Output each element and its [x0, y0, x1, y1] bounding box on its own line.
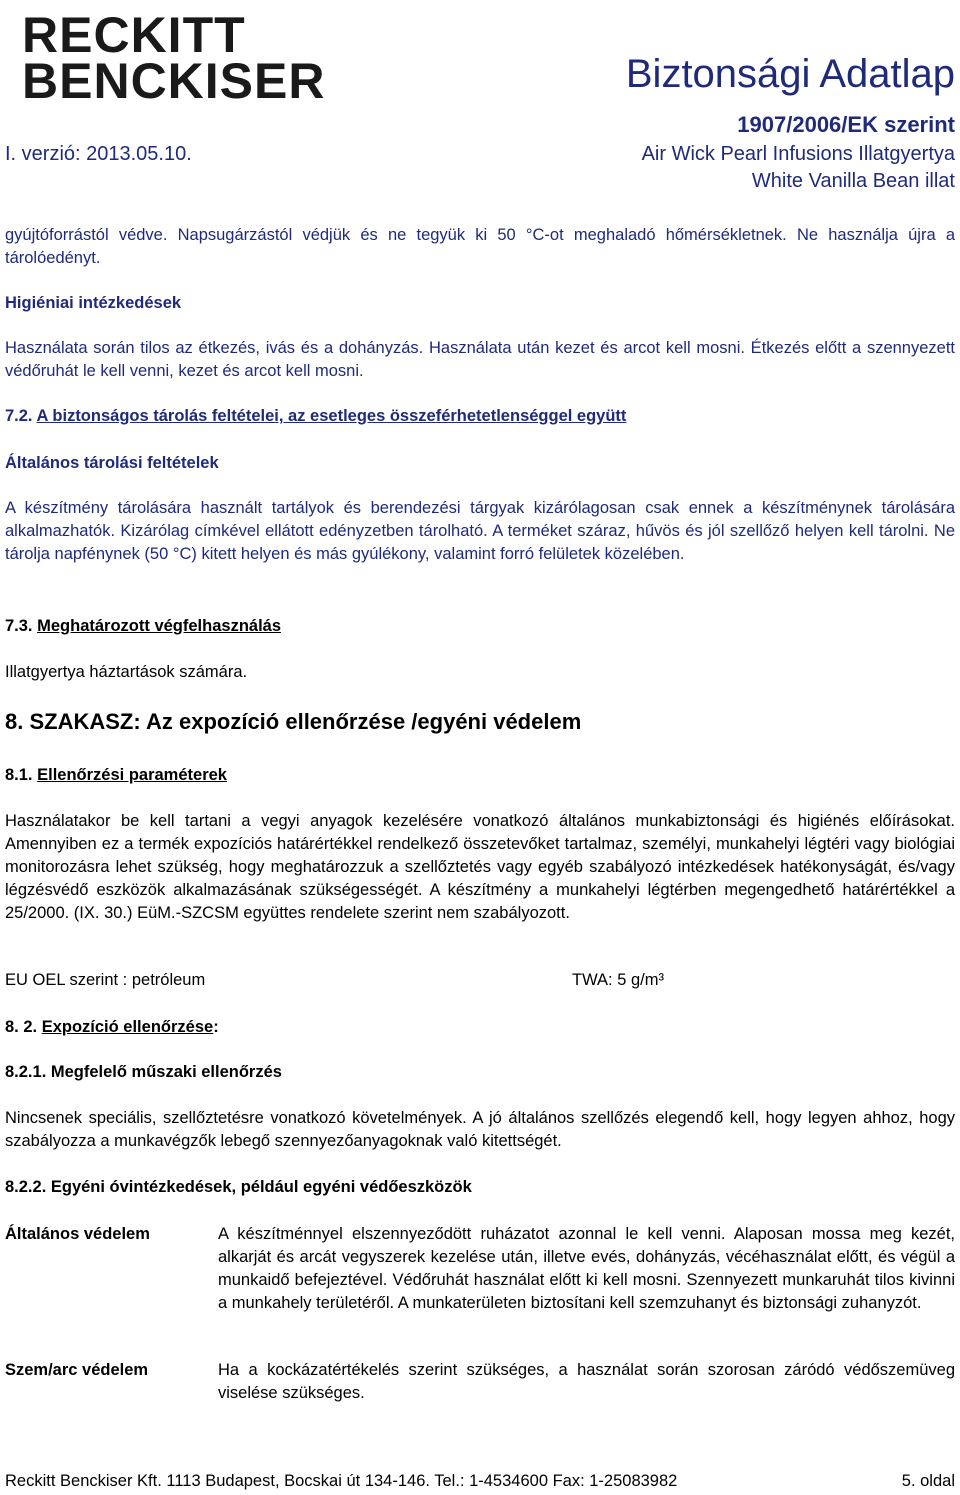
- section-8-1-title: Ellenőrzési paraméterek: [37, 766, 227, 784]
- regulation-ref: 1907/2006/EK szerint: [737, 112, 955, 137]
- eye-protection-label: Szem/arc védelem: [5, 1361, 149, 1379]
- section-8-2-number: 8. 2.: [5, 1018, 38, 1036]
- section-8-2-title: Expozíció ellenőrzése: [41, 1018, 214, 1036]
- general-storage-heading: Általános tárolási feltételek: [5, 454, 219, 472]
- section-7-3-text: Illatgyertya háztartások számára.: [5, 663, 248, 681]
- logo-line-2: BENCKISER: [22, 53, 326, 109]
- section-8-1-heading: [5, 764, 227, 787]
- section-8-1-text: Használatakor be kell tartani a vegyi anyagok kezelésére vonatkozó általános munkabiztonsági és higiénés előírásokat. Amennyiben ez a termék expozíciós határértékkel rendelkező összetevőket tartalmaz, személyi, munkahelyi légtéri vagy biológiai monitorozásra lehet szükség, hogy meghatározzuk a szellőztetés vagy egyéb szabályozó intézkedések hatékonyságát, és/vagy légzésvédő eszközök alkalmazásának szükségességét. A készítmény a munkahelyi légtérben megengedhető határértékkel a 25/2000. (IX. 30.) EüM.-SZCSM együttes rendelete szerint nem szabályozott.: [5, 812, 955, 922]
- hygiene-heading: Higiéniai intézkedések: [5, 294, 182, 312]
- section-7-3-title: Meghatározott végfelhasználás: [37, 617, 282, 635]
- footer-page-number: 5. oldal: [901, 1472, 955, 1490]
- hygiene-text: Használata során tilos az étkezés, ivás és a dohányzás. Használata után kezet és arcot kell mosni. Étkezés előtt a szennyezett védőruhát le kell venni, kezet és arcot kell mosni.: [5, 339, 955, 380]
- general-storage-text: A készítmény tárolására használt tartályok és berendezési tárgyak kizárólagosan csak ennek a készítménynek tárolására alkalmazhatók. Kizárólag címkével ellátott edényzetben tárolható. A terméket száraz, hűvös és jól szellőző helyen kell tárolni. Ne tárolja napfénynek (50 °C) kitett helyen és más gyúlékony, valamint forró felületek közelében.: [5, 499, 955, 563]
- eye-protection-text: Ha a kockázatértékelés szerint szükséges, a használat során szorosan záródó védőszemüveg viselése szükséges.: [218, 1361, 955, 1402]
- section-8-2-heading: [5, 1016, 219, 1039]
- product-name: Air Wick Pearl Infusions Illatgyertya: [641, 143, 955, 165]
- section-8-2-1-heading: 8.2.1. Megfelelő műszaki ellenőrzés: [5, 1063, 282, 1081]
- section-8-number: 8. SZAKASZ: [5, 709, 134, 734]
- general-protection-text: A készítménnyel elszennyeződött ruházatot azonnal le kell venni. Alaposan mossa meg kezét, alkarját és arcát vegyszerek kezelése után, illetve evés, dohányzás, vécéhasználat előtt, és végül a munkaidő befejeztével. Védőruhát használat előtt ki kell mosni. Szennyezett munkaruhát tilos kivinni a munkahely területéről. A munkaterületen biztosítani kell szemzuhanyt és biztonsági zuhanyzót.: [218, 1225, 955, 1312]
- section-8-2-2-heading: 8.2.2. Egyéni óvintézkedések, például egyéni védőeszközök: [5, 1178, 472, 1196]
- section-7-3-number: 7.3.: [5, 617, 33, 635]
- section-8-2-colon: :: [213, 1018, 219, 1036]
- logo-line-1: RECKITT: [22, 7, 246, 63]
- section-8-1-number: 8.1.: [5, 766, 33, 784]
- section-7-2-number: 7.2.: [5, 407, 33, 425]
- oel-value: TWA: 5 g/m³: [572, 971, 664, 989]
- section-8-heading: [5, 709, 581, 735]
- product-variant: White Vanilla Bean illat: [751, 170, 955, 192]
- section-8-2-1-text: Nincsenek speciális, szellőztetésre vonatkozó követelmények. A jó általános szellőzés elegendő kell, hogy legyen ahhoz, hogy szabályozza a munkavégzők lebegő szennyezőanyagoknak való kitettségét.: [5, 1109, 955, 1150]
- footer-company: Reckitt Benckiser Kft. 1113 Budapest, Bocskai út 134-146. Tel.: 1-4534600 Fax: 1-25083982: [5, 1472, 678, 1490]
- storage-continuation: gyújtóforrástól védve. Napsugárzástól védjük és ne tegyük ki 50 °C-ot meghaladó hőmérsékletnek. Ne használja újra a tárolóedényt.: [5, 226, 955, 267]
- section-7-2-heading: [5, 405, 626, 428]
- section-7-2-title: A biztonságos tárolás feltételei, az esetleges összeférhetetlenséggel együtt: [36, 407, 627, 425]
- document-title: Biztonsági Adatlap: [625, 52, 955, 96]
- section-7-3-heading: [5, 615, 281, 638]
- version-label: I. verzió: 2013.05.10.: [5, 143, 192, 165]
- general-protection-label: Általános védelem: [5, 1225, 150, 1243]
- section-8-title: : Az expozíció ellenőrzése /egyéni védelem: [133, 709, 582, 734]
- page-footer: [5, 1472, 955, 1491]
- oel-label: EU OEL szerint : petróleum: [5, 971, 206, 989]
- company-logo: [22, 7, 326, 112]
